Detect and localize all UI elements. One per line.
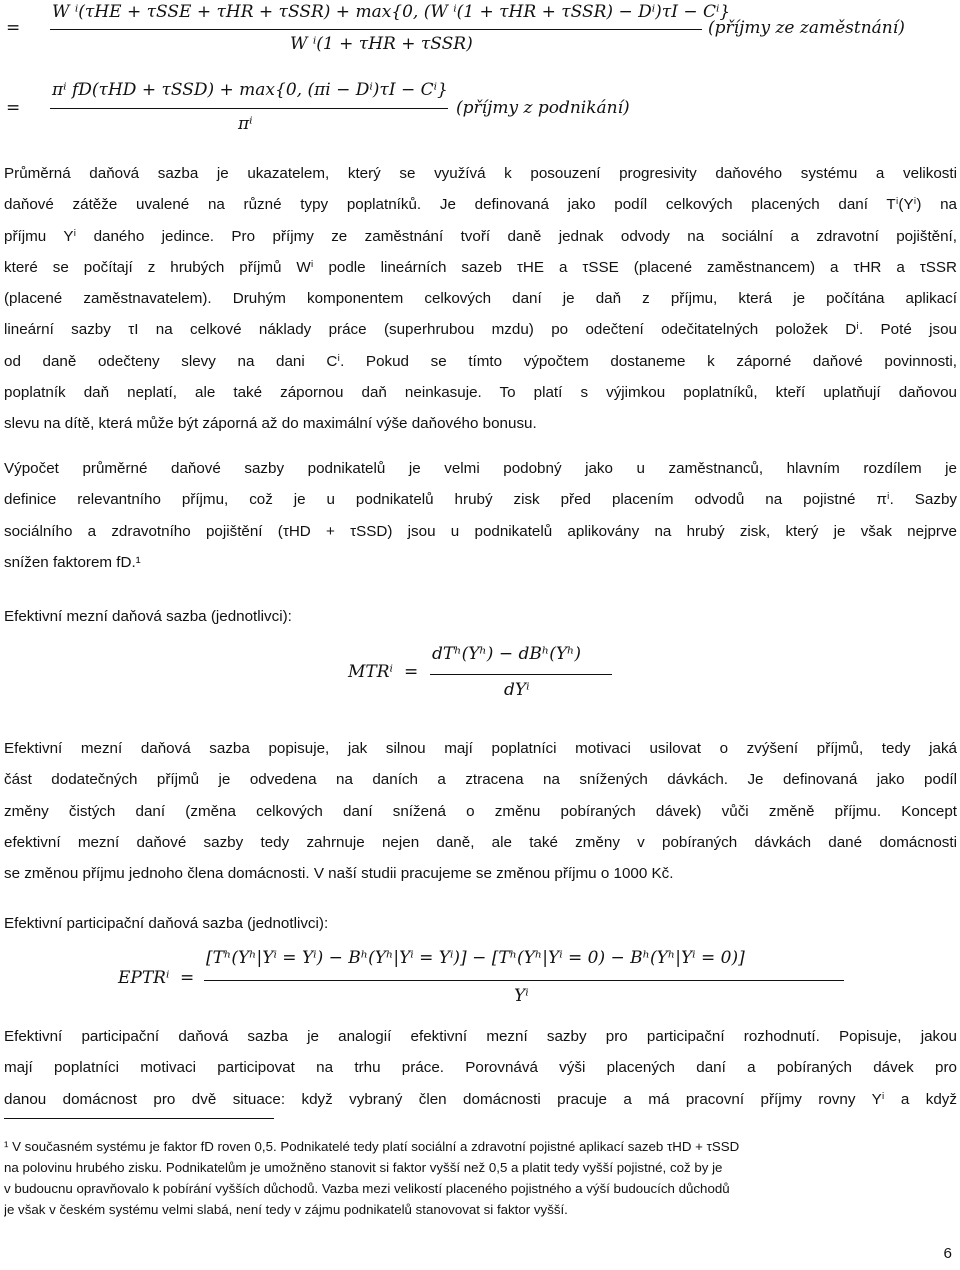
page-number: 6 — [943, 1245, 952, 1262]
equals-sign: = — [180, 968, 195, 988]
equation-eptr — [0, 944, 960, 1008]
text-line: daňové zátěže uvalené na různé typy poplatníků. Je definovaná jako podíl celkových placených daní Tⁱ(Yⁱ) na — [4, 196, 957, 214]
equation-tag: (příjmy ze zaměstnání) — [708, 18, 905, 38]
footnote-line: ¹ V současném systému je faktor fD roven 0,5. Podnikatelé tedy platí sociální a zdravotní pojistné aplikací sazeb τHD + τSSD — [4, 1139, 740, 1154]
footnote-line: je však v českém systému velmi slabá, není tedy v zájmu podnikatelů stanovovat si faktor vyšší. — [4, 1202, 568, 1217]
equation-denominator: πⁱ — [238, 114, 253, 134]
text-line: efektivní mezní daňové sazby tedy zahrnuje nejen daně, ale také změny v pobíraných dávkách dané domácnosti — [4, 833, 957, 851]
equation-denominator: Yⁱ — [514, 986, 529, 1006]
equation-numerator: [Tʰ(Yʰ|Yⁱ = Yⁱ) − Bʰ(Yʰ|Yⁱ = Yⁱ)] − [Tʰ(Yʰ|Yⁱ = 0) − Bʰ(Yʰ|Yⁱ = 0)] — [206, 948, 745, 968]
paragraph-average-tax-rate — [4, 158, 957, 440]
text-line: od daně odečteny slevy na dani Cⁱ. Pokud se tímto výpočtem dostaneme k záporné daňové povinnosti, — [4, 352, 957, 370]
equals-sign: = — [6, 98, 21, 118]
equation-lhs: MTRⁱ — [348, 662, 393, 682]
fraction-bar — [204, 980, 844, 981]
footnote-line: v budoucnu opravňovalo k pobírání vyšších důchodů. Vazba mezi velikostí placeného pojistného a výší budoucích důchodů — [4, 1181, 730, 1196]
equals-sign: = — [6, 18, 21, 38]
text-line: poplatník daň neplatí, ale také zápornou daň neinkasuje. To platí s výjimkou poplatníků, kteří uplatňují daňovou — [4, 384, 957, 402]
equation-denominator: dYⁱ — [504, 680, 530, 700]
text-line: sociálního a zdravotního pojištění (τHD + τSSD) jsou u podnikatelů aplikovány na hrubý zisk, který je však nejprve — [4, 522, 957, 540]
text-line: danou domácnost pro dvě situace: když vybraný člen domácnosti pracuje a má pracovní příjmy rovny Yⁱ a když — [4, 1090, 957, 1108]
fraction-bar — [50, 108, 448, 109]
paragraph-marginal-tax-rate — [4, 733, 957, 889]
equation-numerator: dTʰ(Yʰ) − dBʰ(Yʰ) — [432, 644, 582, 664]
equation-numerator: πⁱ fD(τHD + τSSD) + max{0, (πi − Dⁱ)τI − Cⁱ} — [52, 80, 448, 100]
text-line: lineární sazby τI na celkové náklady práce (superhrubou mzdu) po odečtení odečitatelných položek Dⁱ. Poté jsou — [4, 321, 957, 339]
text-line: se změnou příjmu jednoho člena domácnosti. V naší studii pracujeme se změnou příjmu o 1000 Kč. — [4, 865, 674, 883]
equation-denominator: W ⁱ(1 + τHR + τSSR) — [290, 34, 473, 54]
paragraph-participation-tax-rate — [4, 1021, 957, 1115]
equation-lhs: EPTRⁱ — [118, 968, 170, 988]
footnote — [4, 1136, 954, 1220]
text-line: Efektivní participační daňová sazba je analogií efektivní mezní sazby pro participační rozhodnutí. Popisuje, jakou — [4, 1028, 957, 1045]
text-line: slevu na dítě, která může být záporná až do maximální výše daňového bonusu. — [4, 415, 537, 433]
equation-mtr — [0, 640, 960, 704]
equation-tag: (příjmy z podnikání) — [456, 98, 630, 118]
equals-sign: = — [404, 662, 419, 682]
footnote-separator — [4, 1118, 274, 1119]
heading-participation-tax-rate: Efektivní participační daňová sazba (jednotlivci): — [4, 915, 329, 932]
fraction-bar — [50, 29, 702, 30]
equation-employment — [0, 0, 960, 60]
footnote-line: na polovinu hrubého zisku. Podnikatelům je umožněno stanovit si faktor vyšší než 0,5 a platit tedy vyšší pojistné, což by je — [4, 1160, 723, 1175]
equation-numerator: W ⁱ(τHE + τSSE + τHR + τSSR) + max{0, (W ⁱ(1 + τHR + τSSR) − Dⁱ)τI − Cⁱ} — [52, 2, 731, 22]
text-line: snížen faktorem fD.¹ — [4, 553, 141, 571]
fraction-bar — [430, 674, 612, 675]
text-line: změny čistých daní (změna celkových daní snížená o změnu pobíraných dávek) vůči změně příjmu. Koncept — [4, 802, 957, 820]
text-line: část dodatečných příjmů je odvedena na daních a ztracena na snížených dávkách. Je definovaná jako podíl — [4, 771, 957, 789]
text-line: definice relevantního příjmu, což je u podnikatelů hrubý zisk před placením odvodů na pojistné πⁱ. Sazby — [4, 491, 957, 509]
text-line: (placené zaměstnavatelem). Druhým komponentem celkových daní je daň z příjmu, která je počítána aplikací — [4, 290, 957, 308]
text-line: Průměrná daňová sazba je ukazatelem, který se využívá k posouzení progresivity daňového systému a velikosti — [4, 165, 957, 182]
text-line: Efektivní mezní daňová sazba popisuje, jak silnou mají poplatníci motivaci usilovat o zvýšení příjmů, tedy jaká — [4, 740, 957, 757]
text-line: Výpočet průměrné daňové sazby podnikatelů je velmi podobný jako u zaměstnanců, hlavním rozdílem je — [4, 460, 957, 477]
text-line: mají poplatníci motivaci participovat na trhu práce. Porovnává výši placených daní a pobíraných dávek pro — [4, 1059, 957, 1077]
equation-business — [0, 76, 960, 140]
text-line: které se počítají z hrubých příjmů Wⁱ podle lineárních sazeb τHE a τSSE (placené zaměstnancem) a τHR a τSSR — [4, 258, 957, 276]
paragraph-entrepreneurs — [4, 453, 957, 578]
heading-marginal-tax-rate: Efektivní mezní daňová sazba (jednotlivci): — [4, 608, 292, 625]
text-line: příjmu Yⁱ daného jedince. Pro příjmy ze zaměstnání tvoří daně jednak odvody na sociální a zdravotní pojištění, — [4, 227, 957, 245]
